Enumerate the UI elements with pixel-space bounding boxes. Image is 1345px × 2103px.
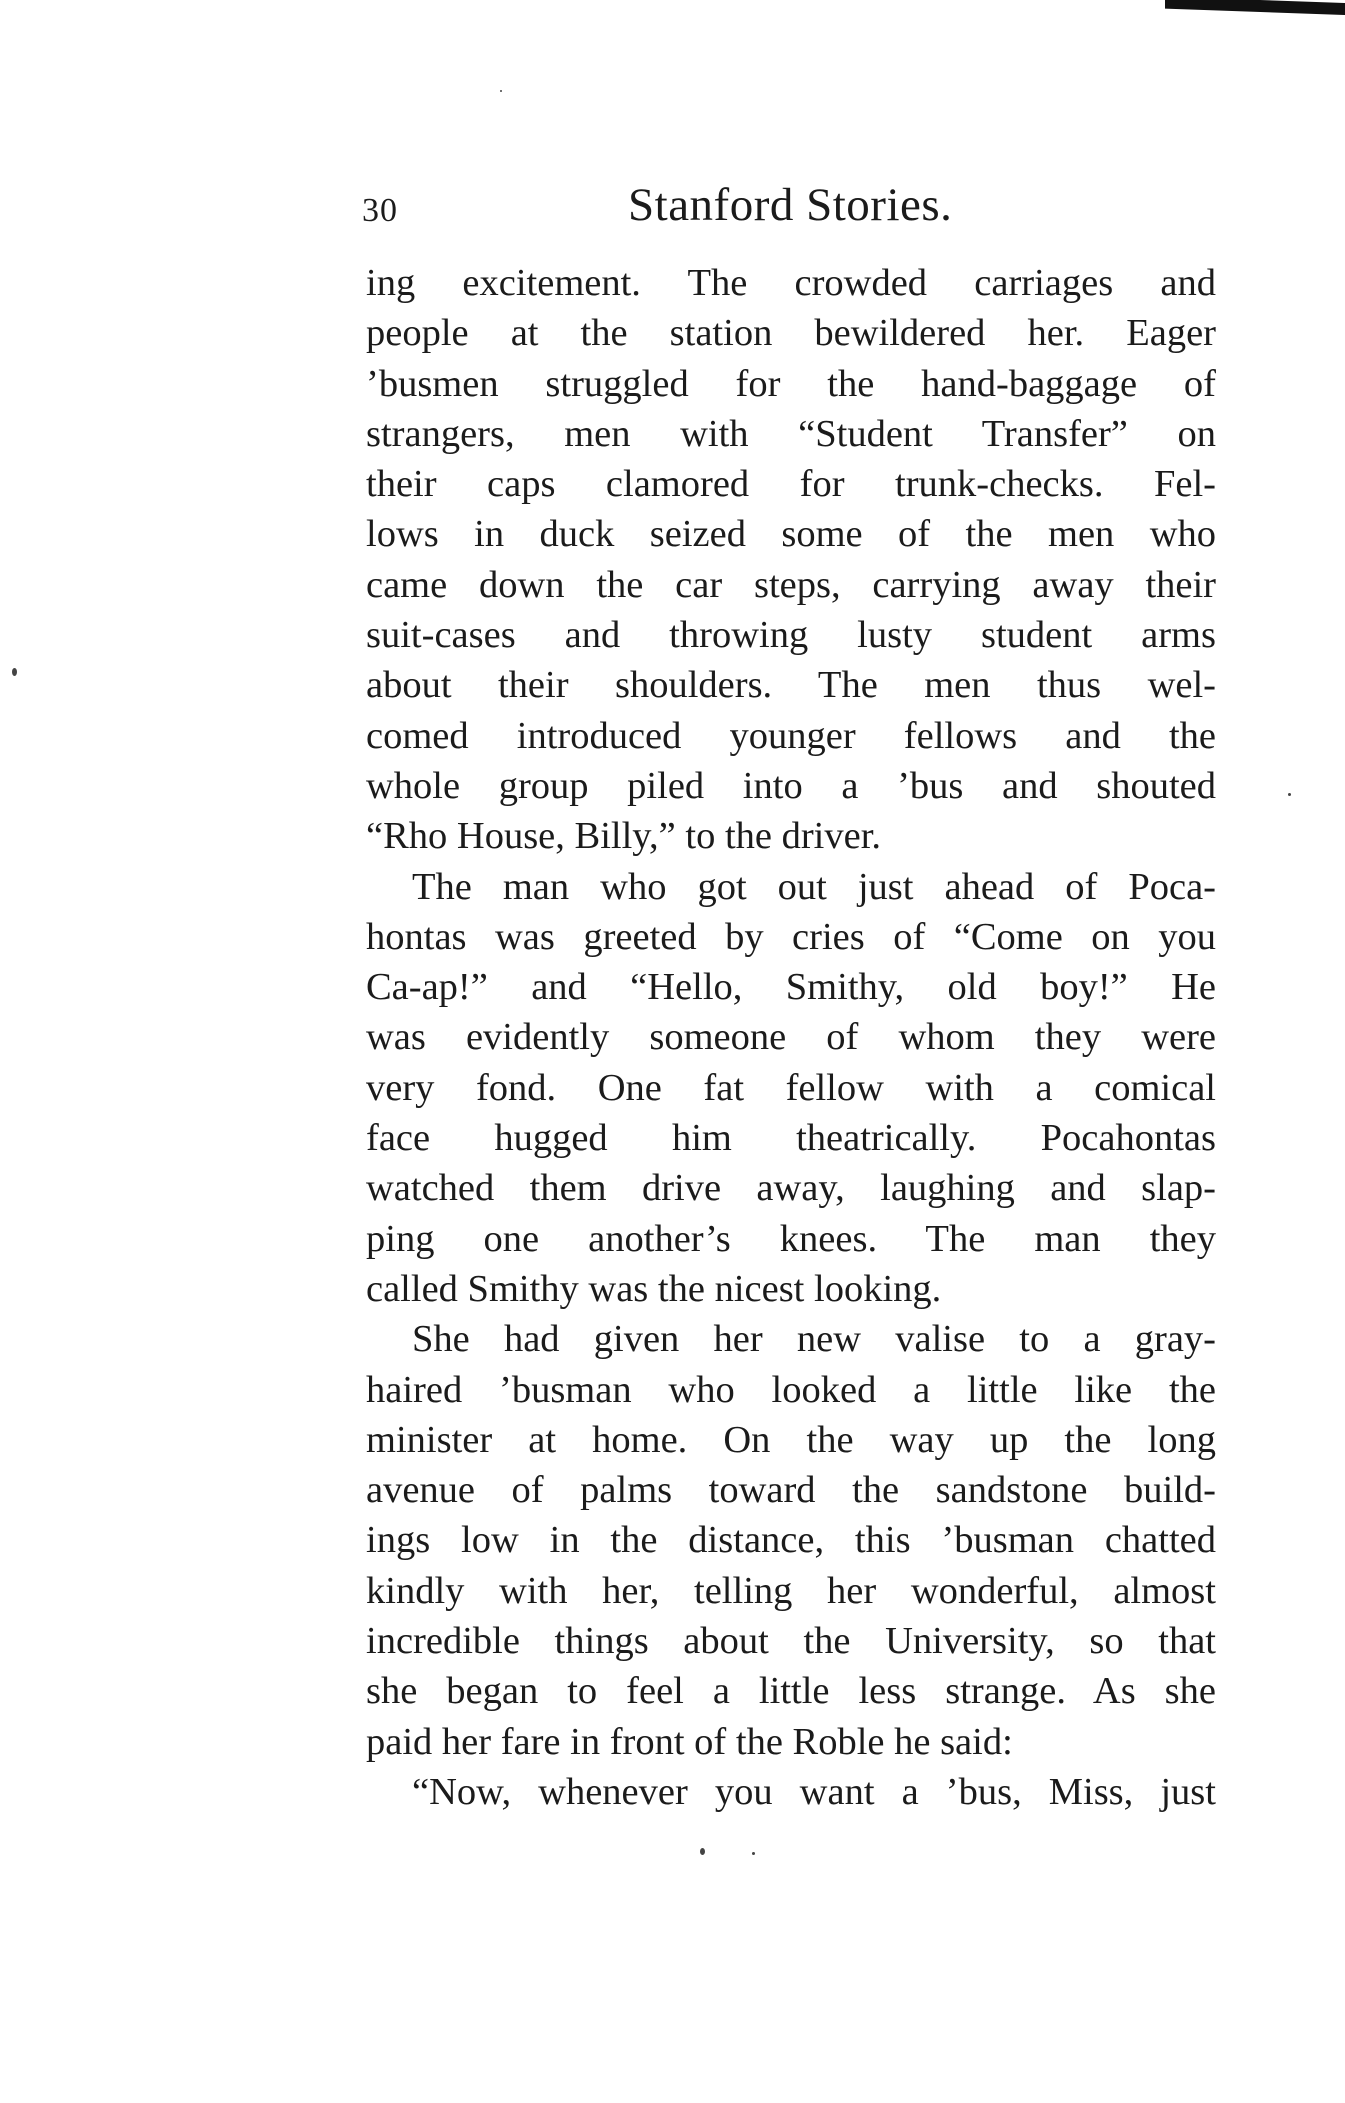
scan-speck [1288, 793, 1291, 796]
scan-edge-mark [1165, 0, 1345, 15]
body-text [366, 258, 1216, 1817]
text-line: avenue of palms toward the sandstone build- [366, 1469, 1216, 1512]
text-line: very fond. One fat fellow with a comical [366, 1066, 1216, 1109]
scan-speck [700, 1848, 705, 1855]
text-line: ’busmen struggled for the hand-baggage of [366, 362, 1216, 405]
scan-specks-bottom [700, 1848, 760, 1860]
text-line: kindly with her, telling her wonderful, almost [366, 1569, 1216, 1612]
text-line: hontas was greeted by cries of “Come on you [366, 915, 1216, 958]
text-line: watched them drive away, laughing and slap- [366, 1167, 1216, 1210]
text-line: lows in duck seized some of the men who [366, 513, 1216, 556]
text-line: people at the station bewildered her. Eager [366, 312, 1216, 355]
scan-speck [500, 90, 502, 92]
text-line: ings low in the distance, this ’busman chatted [366, 1519, 1216, 1562]
page-number: 30 [362, 192, 398, 229]
text-line: their caps clamored for trunk-checks. Fel- [366, 463, 1216, 506]
paragraph-3 [366, 1314, 1216, 1767]
text-line: called Smithy was the nicest looking. [366, 1267, 942, 1310]
text-line: incredible things about the University, so that [366, 1620, 1216, 1663]
text-line: paid her fare in front of the Roble he said: [366, 1720, 1013, 1763]
text-line: was evidently someone of whom they were [366, 1016, 1216, 1059]
paragraph-1 [366, 258, 1216, 862]
text-line: came down the car steps, carrying away their [366, 563, 1216, 606]
running-head [362, 178, 1212, 238]
scan-speck [752, 1852, 755, 1855]
text-line: She had given her new valise to a gray- [412, 1318, 1216, 1361]
scan-speck [12, 668, 17, 676]
text-line: The man who got out just ahead of Poca- [412, 865, 1216, 908]
text-line: face hugged him theatrically. Pocahontas [366, 1117, 1216, 1160]
paragraph-4 [366, 1767, 1216, 1817]
text-line: about their shoulders. The men thus wel- [366, 664, 1216, 707]
text-line: minister at home. On the way up the long [366, 1418, 1216, 1461]
text-line: “Now, whenever you want a ’bus, Miss, just [412, 1770, 1216, 1813]
text-line: comed introduced younger fellows and the [366, 714, 1216, 757]
text-line: haired ’busman who looked a little like the [366, 1368, 1216, 1411]
text-line: ing excitement. The crowded carriages and [366, 262, 1216, 304]
text-line: strangers, men with “Student Transfer” on [366, 412, 1216, 455]
running-title: Stanford Stories. [628, 179, 953, 231]
text-line: ping one another’s knees. The man they [366, 1217, 1216, 1260]
paragraph-2 [366, 862, 1216, 1315]
text-line: Ca-ap!” and “Hello, Smithy, old boy!” He [366, 966, 1216, 1009]
text-line: she began to feel a little less strange. As she [366, 1670, 1216, 1713]
text-line: whole group piled into a ’bus and shouted [366, 764, 1216, 807]
text-line: suit-cases and throwing lusty student arms [366, 614, 1216, 657]
text-line: “Rho House, Billy,” to the driver. [366, 815, 882, 858]
